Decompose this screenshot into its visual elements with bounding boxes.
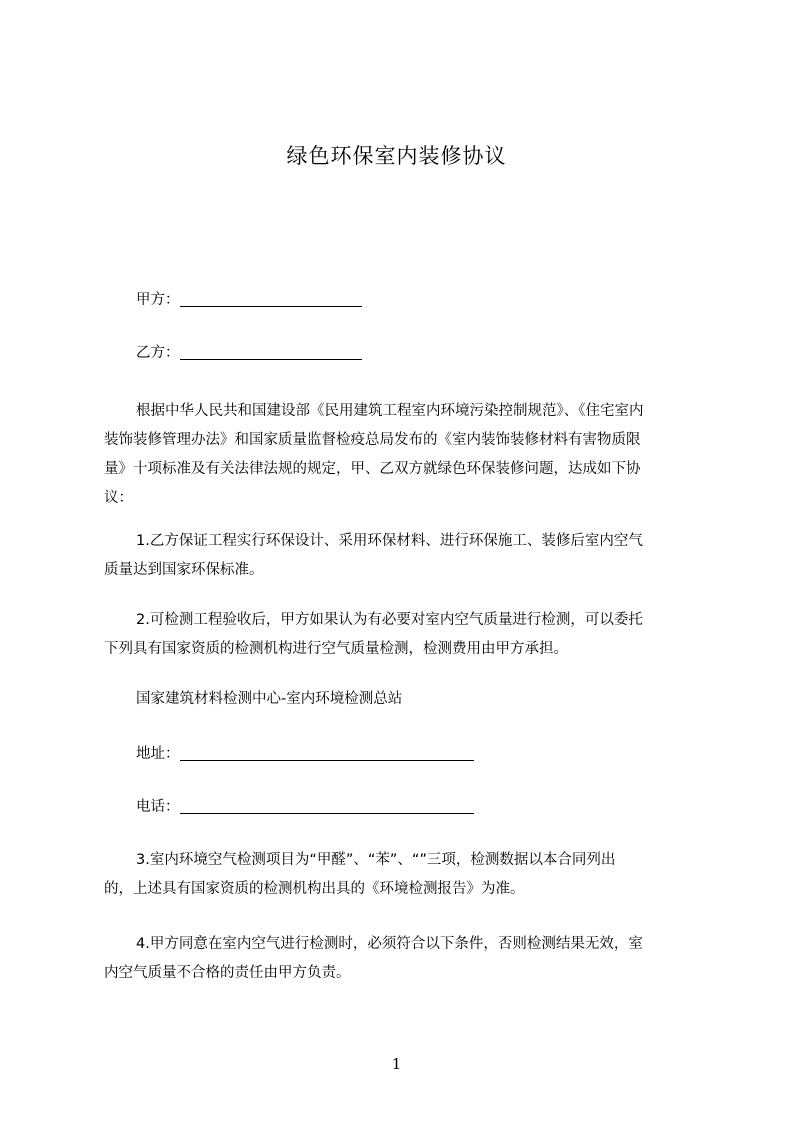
intro-line-1: 根据中华人民共和国建设部《民用建筑工程室内环境污染控制规范》、《住宅室内 — [136, 403, 644, 419]
intro-line-4: 议： — [104, 490, 133, 506]
phone-blank[interactable] — [180, 795, 474, 814]
document-title: 绿色环保室内装修协议 — [286, 144, 507, 168]
phone-line — [136, 793, 736, 822]
clause4-line-2: 内空气质量不合格的责任由甲方负责。 — [104, 965, 351, 981]
intro-line-2: 装饰装修管理办法》和国家质量监督检疫总局发布的《室内装饰装修材料有害物质限 — [104, 432, 641, 448]
address-blank[interactable] — [180, 742, 474, 761]
party-b-blank[interactable] — [180, 341, 362, 360]
party-a-blank[interactable] — [180, 288, 362, 307]
clause1-line-1: 1.乙方保证工程实行环保设计、采用环保材料、进行环保施工、装修后室内空气 — [136, 533, 643, 549]
phone-label: 电话： — [136, 799, 180, 815]
address-line — [136, 740, 736, 769]
party-a-line — [136, 286, 736, 315]
address-label: 地址： — [136, 746, 180, 762]
page-number: 1 — [391, 1055, 402, 1073]
intro-line-3: 量》十项标准及有关法律法规的规定，甲、乙双方就绿色环保装修问题，达成如下协 — [104, 461, 641, 477]
clause4-line-1: 4.甲方同意在室内空气进行检测时，必须符合以下条件，否则检测结果无效，室 — [136, 936, 643, 952]
party-a-label: 甲方： — [136, 292, 180, 308]
party-b-label: 乙方： — [136, 345, 180, 361]
clause2-line-1: 2.可检测工程验收后，甲方如果认为有必要对室内空气质量进行检测，可以委托 — [136, 612, 643, 628]
party-b-line — [136, 339, 736, 368]
clause3-line-2: 的，上述具有国家资质的检测机构出具的《环境检测报告》为准。 — [104, 881, 525, 897]
clause1-line-2: 质量达到国家环保标准。 — [104, 562, 264, 578]
agency-name: 国家建筑材料检测中心-室内环境检测总站 — [136, 691, 403, 707]
clause2-line-2: 下列具有国家资质的检测机构进行空气质量检测，检测费用由甲方承担。 — [104, 641, 568, 657]
clause3-line-1: 3.室内环境空气检测项目为“甲醛”、“苯”、“”三项，检测数据以本合同列出 — [136, 852, 616, 868]
